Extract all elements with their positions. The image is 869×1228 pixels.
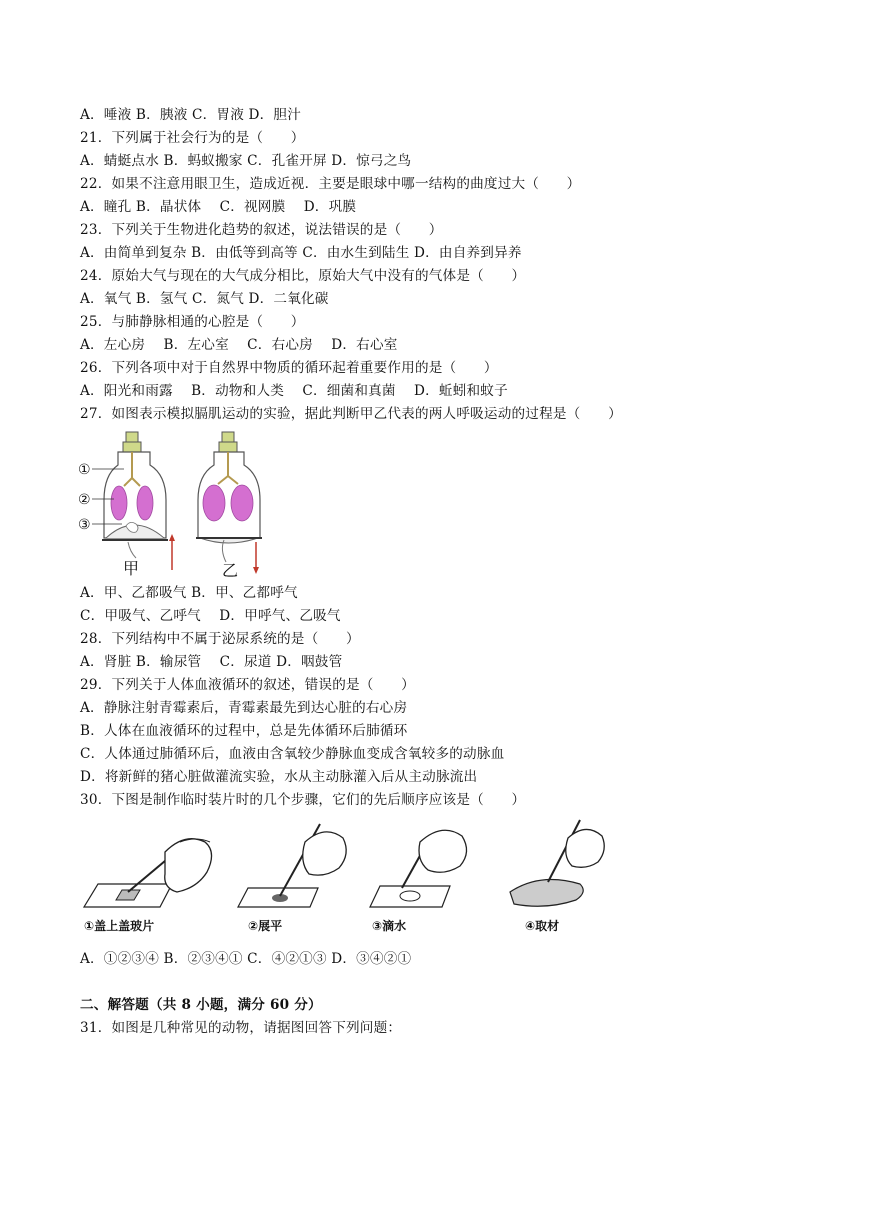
question-21: 21．下列属于社会行为的是（ ） (80, 130, 305, 146)
jar-yi (196, 432, 262, 574)
question-23: 23．下列关于生物进化趋势的叙述，说法错误的是（ ） (80, 222, 443, 238)
label-1: ① (78, 462, 91, 478)
question-31: 31．如图是几种常见的动物，请据图回答下列问题： (80, 1020, 402, 1036)
options-24: A．氧气 B．氢气 C．氮气 D．二氧化碳 (80, 291, 329, 307)
diaphragm-model-figure (78, 430, 278, 580)
option-29-a: A．静脉注射青霉素后，青霉素最先到达心脏的右心房 (80, 700, 408, 716)
step-spread (238, 824, 346, 933)
question-26: 26．下列各项中对于自然界中物质的循环起着重要作用的是（ ） (80, 360, 498, 376)
options-23: A．由简单到复杂 B．由低等到高等 C．由水生到陆生 D．由自养到异养 (80, 245, 522, 261)
option-29-c: C．人体通过肺循环后，血液由含氧较少静脉血变成含氧较多的动脉血 (80, 746, 505, 762)
options-21: A．蜻蜓点水 B．蚂蚁搬家 C．孔雀开屏 D．惊弓之鸟 (80, 153, 412, 169)
option-line-q20: A．唾液 B．胰液 C．胃液 D．胆汁 (80, 107, 301, 123)
question-28: 28．下列结构中不属于泌尿系统的是（ ） (80, 631, 360, 647)
caption-step-4: ④取材 (525, 919, 560, 933)
caption-step-3: ③滴水 (372, 919, 407, 933)
question-22: 22．如果不注意用眼卫生，造成近视．主要是眼球中哪一结构的曲度过大（ ） (80, 176, 581, 192)
options-30: A．①②③④ B．②③④① C．④②①③ D．③④②① (80, 951, 412, 967)
question-29: 29．下列关于人体血液循环的叙述，错误的是（ ） (80, 677, 415, 693)
label-2: ② (78, 492, 91, 508)
options-26: A．阳光和雨露 B．动物和人类 C．细菌和真菌 D．蚯蚓和蚊子 (80, 383, 508, 399)
section-heading: 二、解答题（共 8 小题，满分 60 分） (80, 997, 322, 1013)
question-24: 24．原始大气与现在的大气成分相比，原始大气中没有的气体是（ ） (80, 268, 526, 284)
step-cover-slip (84, 839, 212, 933)
step-take-material (510, 820, 604, 933)
label-jia: 甲 (123, 559, 140, 578)
option-29-d: D．将新鲜的猪心脏做灌流实验，水从主动脉灌入后从主动脉流出 (80, 769, 478, 785)
options-27-cd: C．甲吸气、乙呼气 D．甲呼气、乙吸气 (80, 608, 341, 624)
options-28: A．肾脏 B．输尿管 C．尿道 D．咽鼓管 (80, 654, 343, 670)
jar-jia (102, 432, 175, 570)
options-22: A．瞳孔 B．晶状体 C．视网膜 D．巩膜 (80, 199, 357, 215)
slide-preparation-figure (80, 812, 610, 942)
question-30: 30．下图是制作临时装片时的几个步骤，它们的先后顺序应该是（ ） (80, 792, 526, 808)
caption-step-1: ①盖上盖玻片 (84, 919, 155, 933)
options-25: A．左心房 B．左心室 C．右心房 D．右心室 (80, 337, 398, 353)
question-27: 27．如图表示模拟膈肌运动的实验，据此判断甲乙代表的两人呼吸运动的过程是（ ） (80, 406, 622, 422)
question-25: 25．与肺静脉相通的心腔是（ ） (80, 314, 305, 330)
label-yi: 乙 (222, 561, 239, 580)
step-drip-water (370, 830, 467, 933)
caption-step-2: ②展平 (248, 919, 283, 933)
option-29-b: B．人体在血液循环的过程中，总是先体循环后肺循环 (80, 723, 408, 739)
options-27-ab: A．甲、乙都吸气 B．甲、乙都呼气 (80, 585, 298, 601)
label-3: ③ (78, 517, 91, 533)
